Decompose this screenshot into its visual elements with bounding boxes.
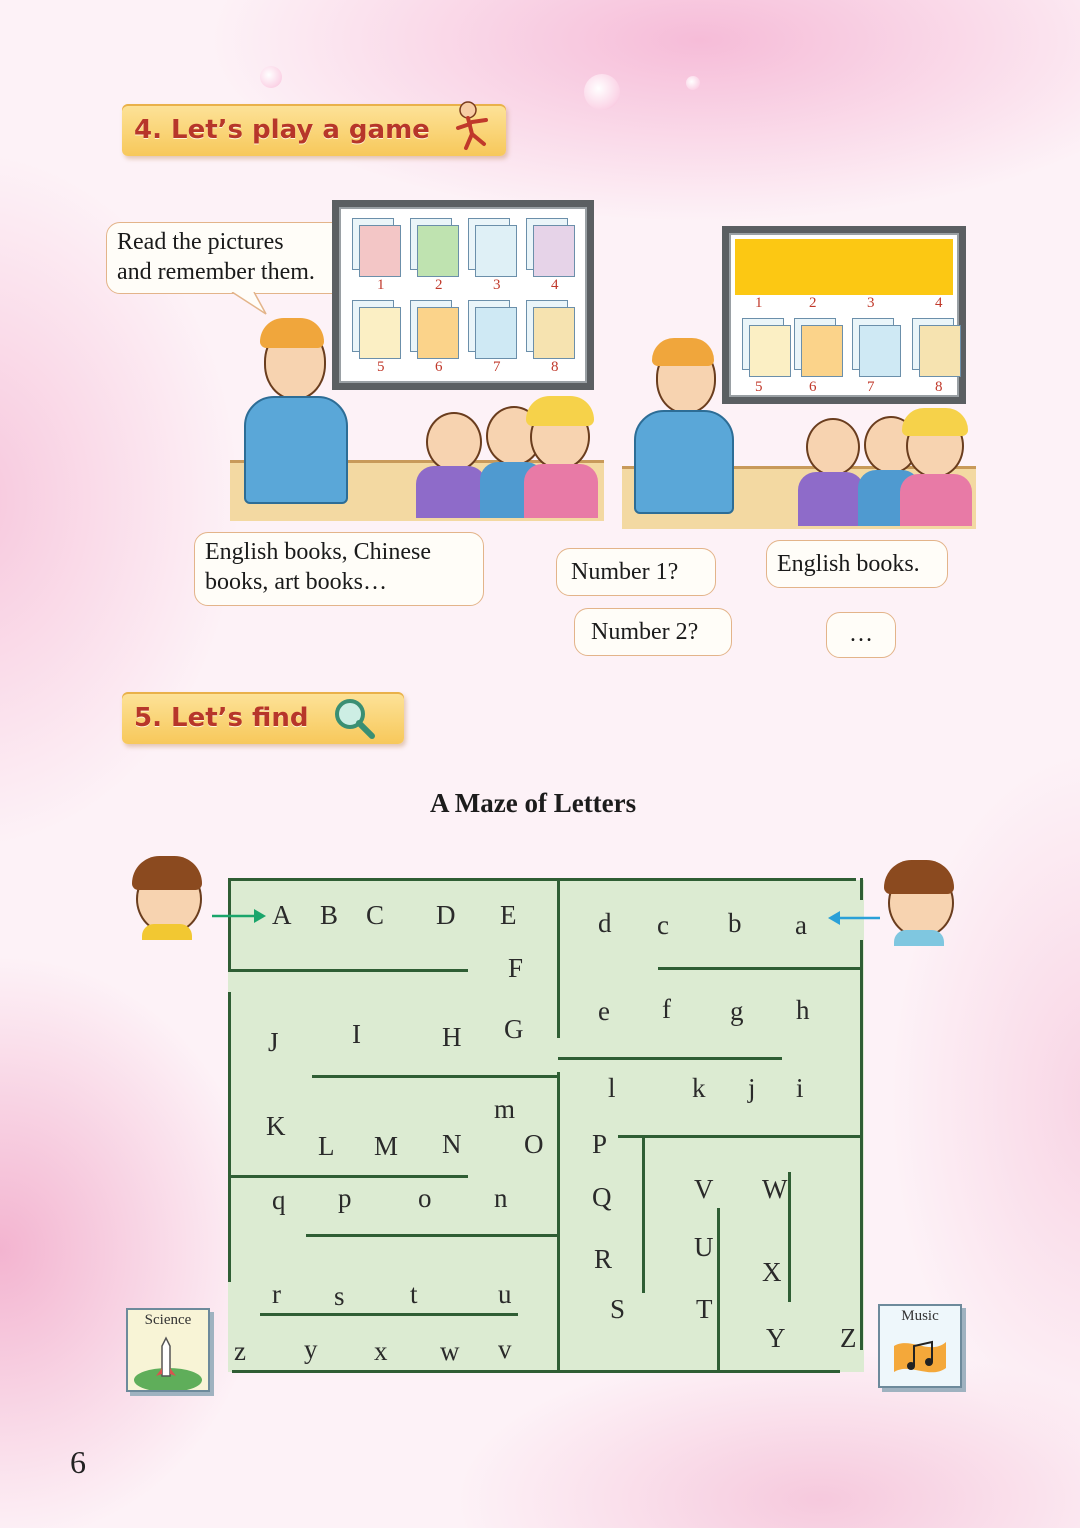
- question-bubble-2: [574, 608, 732, 656]
- pupil-hair: [902, 408, 968, 436]
- picture-card: [801, 325, 843, 377]
- picture-card: [533, 225, 575, 277]
- entry-arrow-left: [212, 906, 268, 926]
- pupil-head: [426, 412, 482, 472]
- maze-letter: j: [748, 1073, 756, 1103]
- maze-letter: t: [410, 1279, 418, 1309]
- maze-letter: E: [500, 900, 517, 930]
- decor-bubble: [584, 74, 620, 110]
- question-bubble-1: [556, 548, 716, 596]
- section-4-banner: [122, 104, 506, 156]
- teacher-bubble-line1: Read the pictures: [117, 229, 284, 255]
- pupil-shirt: [416, 466, 486, 518]
- maze-letter: w: [440, 1336, 460, 1366]
- pupils-speech-bubble: [194, 532, 484, 606]
- teacher-hair: [260, 318, 324, 348]
- board-number: 7: [493, 359, 501, 375]
- maze-letter: V: [694, 1174, 714, 1204]
- decor-bubble: [260, 66, 282, 88]
- rocket-icon: [128, 1310, 208, 1390]
- board-number: 1: [377, 277, 385, 293]
- maze-letter: N: [442, 1129, 462, 1159]
- picture-board-1: [332, 200, 594, 390]
- maze-letter: F: [508, 953, 524, 983]
- maze-letter: Z: [840, 1323, 857, 1353]
- maze-letter: z: [234, 1336, 246, 1366]
- picture-board-2: [722, 226, 966, 404]
- question-1-text: Number 1?: [571, 559, 679, 585]
- question-2-text: Number 2?: [591, 619, 699, 645]
- board-number: 4: [551, 277, 559, 293]
- maze-letter: X: [762, 1257, 782, 1287]
- maze-letter: K: [266, 1111, 286, 1141]
- board-number: 6: [435, 359, 443, 375]
- maze-letter: A: [272, 900, 292, 930]
- board-number: 1: [755, 295, 763, 311]
- pupil-hair: [526, 396, 594, 426]
- maze-letter: R: [594, 1244, 613, 1274]
- maze-background: [228, 880, 864, 1372]
- picture-card: [533, 307, 575, 359]
- maze-letter: a: [795, 910, 807, 940]
- picture-card: [475, 225, 517, 277]
- board-number: 8: [935, 379, 943, 395]
- maze-title: A Maze of Letters: [430, 788, 637, 818]
- maze-letter: C: [366, 900, 385, 930]
- maze-letter: m: [494, 1094, 516, 1124]
- maze-letter: i: [796, 1073, 804, 1103]
- pupils-bubble-line1: English books, Chinese: [205, 539, 431, 565]
- board-number: 7: [867, 379, 875, 395]
- classroom-scene-2: [622, 222, 976, 526]
- maze-letter: b: [728, 908, 742, 938]
- music-note-icon: [880, 1306, 960, 1386]
- board-number: 3: [493, 277, 501, 293]
- maze-letter: W: [762, 1174, 788, 1204]
- picture-card: [475, 307, 517, 359]
- magnifier-icon: [330, 694, 378, 742]
- picture-card: [919, 325, 961, 377]
- board-number: 4: [935, 295, 943, 311]
- board-number: 5: [755, 379, 763, 395]
- section-5-banner: [122, 692, 404, 744]
- board-number: 2: [435, 277, 443, 293]
- picture-card: [859, 325, 901, 377]
- section-5-title: 5. Let’s find: [134, 703, 309, 733]
- maze-letter: J: [268, 1027, 279, 1057]
- board-number: 3: [867, 295, 875, 311]
- answer-bubble-2: [826, 612, 896, 658]
- maze-letter: H: [442, 1022, 462, 1052]
- maze-letter: x: [374, 1336, 388, 1366]
- maze-letter: S: [610, 1294, 626, 1324]
- pupil-shirt: [798, 472, 864, 526]
- board-number: 8: [551, 359, 559, 375]
- maze-letter: v: [498, 1334, 512, 1364]
- entry-arrow-right: [826, 908, 882, 928]
- maze-letter: l: [608, 1073, 616, 1103]
- maze-letter: B: [320, 900, 339, 930]
- maze-letter: q: [272, 1185, 286, 1215]
- maze-letter: p: [338, 1183, 352, 1213]
- maze-letter: g: [730, 996, 744, 1026]
- running-kid-icon: [446, 98, 502, 154]
- board-number: 2: [809, 295, 817, 311]
- picture-card: [417, 307, 459, 359]
- answer-2-text: …: [849, 621, 873, 647]
- teacher-bubble-line2: and remember them.: [117, 259, 315, 285]
- maze-letter: r: [272, 1279, 281, 1309]
- pupil-head: [806, 418, 860, 476]
- teacher-shirt: [244, 396, 348, 504]
- maze-letter: L: [318, 1131, 335, 1161]
- science-book: [126, 1308, 210, 1392]
- picture-card: [359, 225, 401, 277]
- maze-letter: O: [524, 1129, 544, 1159]
- maze-letter: k: [692, 1073, 706, 1103]
- maze-letter: o: [418, 1183, 432, 1213]
- science-book-label: Science: [144, 1312, 192, 1328]
- picture-card: [359, 307, 401, 359]
- music-book-label: Music: [901, 1308, 939, 1324]
- maze-letter: s: [334, 1281, 345, 1311]
- pupil-shirt: [900, 474, 972, 526]
- maze-letter: I: [352, 1019, 361, 1049]
- maze-letter: T: [696, 1294, 713, 1324]
- maze-letter: c: [657, 910, 669, 940]
- maze-letter: y: [304, 1334, 318, 1364]
- teacher-shirt: [634, 410, 734, 514]
- maze-letter: Y: [766, 1323, 786, 1353]
- teacher-hair: [652, 338, 714, 366]
- section-4-title: 4. Let’s play a game: [134, 115, 430, 145]
- maze-letter: D: [436, 900, 456, 930]
- music-book: [878, 1304, 962, 1388]
- classroom-scene-1: [230, 200, 604, 518]
- maze-letter: f: [662, 994, 671, 1024]
- decor-bubble: [686, 76, 700, 90]
- maze-letter: Q: [592, 1182, 612, 1212]
- maze-letter: M: [374, 1131, 399, 1161]
- page-number: 6: [70, 1444, 86, 1480]
- picture-card: [749, 325, 791, 377]
- maze-letter: e: [598, 996, 610, 1026]
- maze-letter: n: [494, 1183, 508, 1213]
- picture-card: [417, 225, 459, 277]
- maze-letter: u: [498, 1279, 512, 1309]
- pupil-shirt: [524, 464, 598, 518]
- cover-strip: [735, 239, 953, 295]
- answer-1-text: English books.: [777, 551, 920, 577]
- maze-letter: h: [796, 995, 810, 1025]
- board-number: 6: [809, 379, 817, 395]
- maze-letter: P: [592, 1129, 608, 1159]
- maze-letter: d: [598, 908, 612, 938]
- maze-letter: G: [504, 1014, 524, 1044]
- maze-letter: U: [694, 1232, 714, 1262]
- board-number: 5: [377, 359, 385, 375]
- answer-bubble-1: [766, 540, 948, 588]
- pupils-bubble-line2: books, art books…: [205, 569, 387, 595]
